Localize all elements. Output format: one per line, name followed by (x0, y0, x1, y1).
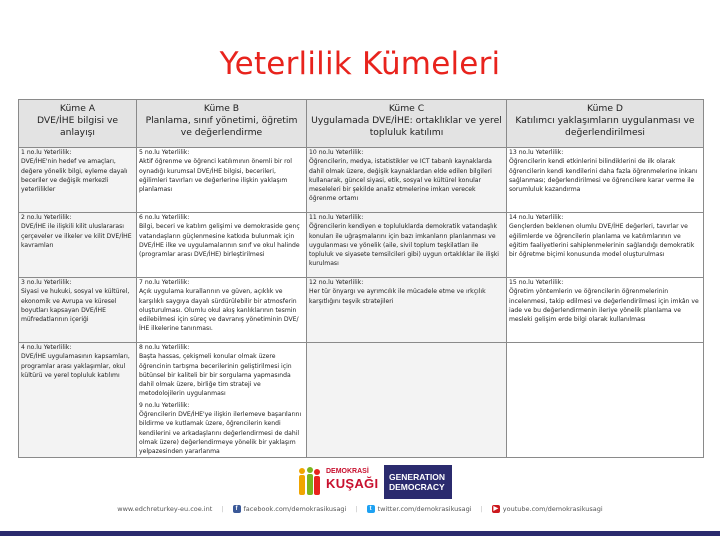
header-c-desc: Uygulamada DVE/İHE: ortaklıklar ve yerel topluluk katılımı (311, 115, 502, 138)
footer-stripe (0, 531, 720, 536)
facebook-link[interactable] (233, 505, 347, 513)
competence-title: 4 no.lu Yeterlilik: (21, 344, 72, 351)
table-cell (137, 148, 307, 213)
header-a-label: Küme A (59, 103, 96, 114)
table-cell (137, 213, 307, 278)
logo-text-english (384, 465, 452, 499)
competence-table (18, 99, 704, 458)
competence-title: 8 no.lu Yeterlilik: (139, 344, 190, 351)
table-cell (307, 213, 507, 278)
competence-title: 6 no.lu Yeterlilik: (139, 214, 190, 221)
competence-title: 12 no.lu Yeterlilik: (309, 279, 364, 286)
header-c-label: Küme C (388, 103, 425, 114)
table-cell (307, 343, 507, 458)
generation-democracy-logo (296, 463, 456, 501)
table-cell (137, 343, 307, 458)
competence-text: Öğrencilerin kendiyen e topluluklarda demokratik vatandaşlık konuları ile uğraşmalarını için bazı imkanların planlanması ve uygulanması ve yönelik (aile, sivil toplum teşkilatları ile topluluk ve siyasete temsilcileri gibi) uygun ortaklıklar ile ilişki kurulması (309, 223, 499, 268)
competence-text: DVE/İHE uygulamasının kapsamları, programlar arası yaklaşımlar, okul kültürü ve yerel topluluk katılımı (21, 353, 130, 379)
footer-links (0, 502, 720, 516)
table-cell (507, 213, 704, 278)
header-cluster-d (507, 100, 704, 148)
table-cell (19, 343, 137, 458)
competence-title: 2 no.lu Yeterlilik: (21, 214, 72, 221)
competence-text: Öğrencilerin DVE/İHE'ye ilişkin ilerlemeve başarılarını bildirme ve kutlamak üzere, öğrencilerin kendi kendilerini ve arkadaşlarını değerlendirmesi de dahil olmak üzere) değerlendirmeye yönelik bir yaklaşım yelpazesinden yararlanma (139, 411, 302, 456)
table-cell (19, 213, 137, 278)
header-d-label: Küme D (587, 103, 623, 114)
header-row (19, 100, 704, 148)
table-row (19, 278, 704, 343)
table-cell (307, 278, 507, 343)
facebook-icon: f (233, 505, 241, 513)
table-cell (19, 148, 137, 213)
competence-text: Her tür önyargı ve ayrımcılık ile mücadele etme ve ırkçılık karşıtlığını teşvik stratejileri (309, 288, 486, 305)
competence-title: 7 no.lu Yeterlilik: (139, 279, 190, 286)
competence-text: Siyasi ve hukuki, sosyal ve kültürel, ekonomik ve Avrupa ve küresel boyutları kapsayan DVE/İHE müfredatlarının içeriği (21, 288, 130, 324)
table-cell (137, 278, 307, 343)
people-figures-icon (296, 465, 322, 499)
website-link-text: www.edchreturkey-eu.coe.int (117, 505, 213, 513)
competence-text: Gençlerden beklenen olumlu DVE/İHE değerleri, tavırlar ve eğilimlerde ve öğrencilerin planlama ve katılımlarının ve eğitim faaliyetlerini sahiplenmelerinin sağlandığı demokratik bir öğretme biçimi konusunda model oluşturulması (509, 223, 695, 259)
footer (0, 459, 720, 540)
competence-title: 5 no.lu Yeterlilik: (139, 149, 190, 156)
logo-right-line1: GENERATION (389, 472, 446, 482)
competence-title: 1 no.lu Yeterlilik: (21, 149, 72, 156)
twitter-link[interactable] (367, 505, 472, 513)
separator: | (221, 505, 224, 513)
separator: | (480, 505, 483, 513)
youtube-link[interactable] (492, 505, 603, 513)
competence-text: Açık uygulama kurallarının ve güven, açıklık ve karşılıklı saygıya dayalı sürdürülebilir bir atmosferin oluşturulması. Olumlu okul akış kanlıklarının tesmin edilebilmesi için süreç ve davranış yönetiminin DVE/İHE ilkelerine tanınması. (139, 288, 299, 333)
logo-line1: DEMOKRASİ (326, 468, 369, 475)
competence-title: 15 no.lu Yeterlilik: (509, 279, 564, 286)
competence-title: 3 no.lu Yeterlilik: (21, 279, 72, 286)
header-b-desc: Planlama, sınıf yönetimi, öğretim ve değerlendirme (145, 115, 298, 138)
page-title: Yeterlilik Kümeleri (219, 46, 501, 82)
table-row (19, 148, 704, 213)
logo-right-line2: DEMOCRACY (389, 482, 445, 492)
header-d-desc: Katılımcı yaklaşımların uygulanması ve değerlendirilmesi (515, 115, 695, 138)
youtube-icon: ▶ (493, 506, 499, 512)
table-row (19, 213, 704, 278)
table-row (19, 343, 704, 458)
header-cluster-a (19, 100, 137, 148)
header-cluster-c (307, 100, 507, 148)
competence-text: Öğretim yöntemlerin ve öğrencilerin öğrenmelerinin incelenmesi, takip edilmesi ve değerlendirilmesi için imkân ve iade ve bu değerlendirmenin ileriye yönelik planlama ve mesleki gelişim erde bilgi olarak kullanılması (509, 288, 699, 324)
competence-title: 10 no.lu Yeterlilik: (309, 149, 364, 156)
table-cell (507, 278, 704, 343)
table-cell (19, 278, 137, 343)
header-b-label: Küme B (203, 103, 240, 114)
competence-text: Öğrencilerin, medya, istatistikler ve ICT tabanlı kaynaklarda dahil olmak üzere, değişik kaynaklardan elde edilen bilgileri kullanarak, güncel siyasi, etik, sosyal ve kültürel konular meseleleri bir şekilde analiz etmelerine imkan verecek öğrenme ortamı (309, 158, 492, 203)
competence-text: Başta hassas, çekişmeli konular olmak üzere öğrencinin tartışma becerilerinin geliştirilmesi için bütünsel bir kaliteli bir bir sorgulama yapmasında dahil olmak üzere, birliğe tim strateji ve metodolojilerin uygulanması (139, 353, 292, 398)
twitter-icon: t (367, 505, 375, 513)
competence-title: 14 no.lu Yeterlilik: (509, 214, 564, 221)
youtube-link-text: youtube.com/demokrasikusagi (502, 505, 603, 513)
facebook-link-text: facebook.com/demokrasikusagi (243, 505, 347, 513)
table-cell (307, 148, 507, 213)
twitter-link-text: twitter.com/demokrasikusagi (377, 505, 472, 513)
header-a-desc: DVE/İHE bilgisi ve anlayışı (36, 115, 119, 138)
competence-title: 9 no.lu Yeterlilik: (139, 401, 190, 409)
logo-line2: KUŞAĞI (326, 476, 379, 491)
competence-title: 13 no.lu Yeterlilik: (509, 149, 564, 156)
competence-text: Aktif öğrenme ve öğrenci katılımının önemli bir rol oynadığı kurumsal DVE/İHE bilgisi, becerileri, eğilimleri tavırları ve değerlerine ilişkin yaklaşım planlaması (139, 158, 292, 194)
competence-text: Bilgi, beceri ve katılım gelişimi ve demokraside genç vatandaşların güçlenmesine katkıda bulunmak için DVE/İHE ilke ve uygulamalarının sınıf ve okul halinde (programlar arası DVE/İHE) birleştirilmesi (139, 223, 300, 259)
header-cluster-b (137, 100, 307, 148)
table-cell (507, 343, 704, 458)
competence-text: Öğrencilerin kendi etkinlerini bilindiklerini de ilk olarak öğrencilerin kendi kendilerini daha fazla öğrenmelerine inkanı sağlanması; değerlendirilmesi ve öğrencilere karar verme ile sorumluluk kazandırma (509, 158, 698, 194)
logo-text-turkish (326, 468, 380, 491)
competence-title: 11 no.lu Yeterlilik: (309, 214, 364, 221)
competence-text: DVE/İHE'nin hedef ve amaçları, değere yönelik bilgi, eyleme dayalı beceriler ve değişik merkezli yeterlilikler (21, 158, 128, 194)
table-cell (507, 148, 704, 213)
website-link[interactable] (117, 505, 212, 513)
separator: | (355, 505, 358, 513)
competence-text: DVE/İHE ile ilişkili kilit uluslararası çerçeveler ve ilkeler ve kilit DVE/İHE kavramları (21, 223, 132, 249)
